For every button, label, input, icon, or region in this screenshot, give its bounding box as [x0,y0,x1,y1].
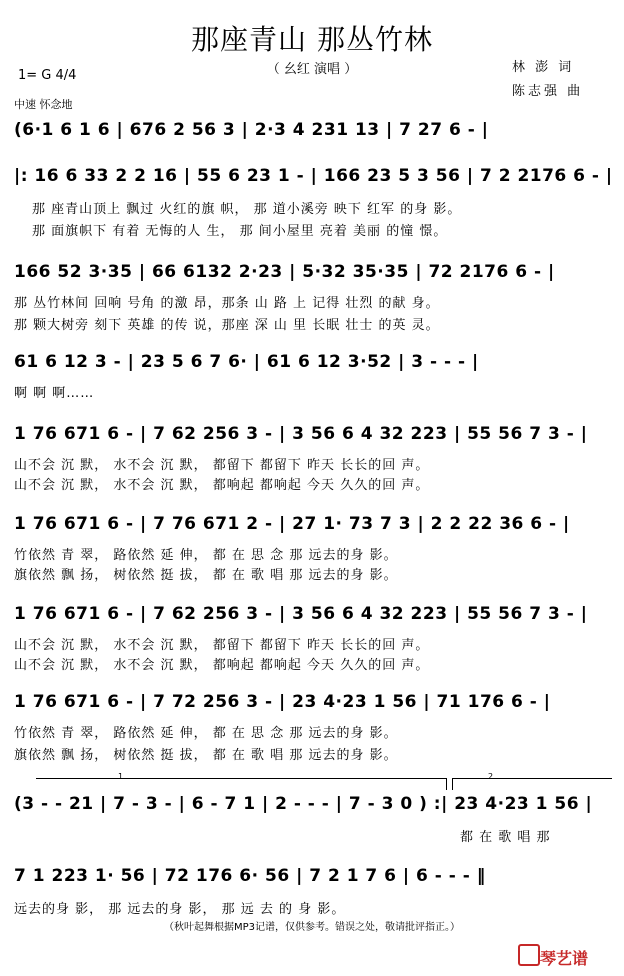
lyric-line-3b: 那 颗大树旁 刻下 英雄 的传 说，那座 深 山 里 长眠 壮士 的英 灵。 [14,318,440,333]
lyric-line-6b: 旗依然 飘 扬， 树依然 挺 拔， 都 在 歌 唱 那 远去的身 影。 [14,568,398,583]
notation-line-6: 1 76 671 6 - | 7 76 671 2 - | 27 1· 73 7 3 | 2 2 22 36 6 - | [14,514,570,534]
footnote: （秋叶起舞根据MP3记谱，仅供参考。错误之处，敬请批评指正。） [163,922,461,933]
logo-icon [518,944,540,966]
lyric-line-4: 啊 啊 啊…… [14,386,95,401]
lyric-line-7a: 山不会 沉 默， 水不会 沉 默， 都留下 都留下 昨天 长长的回 声。 [14,638,430,653]
composer-credit: 陈志强 曲 [512,84,584,99]
lyric-line-8b: 旗依然 飘 扬， 树依然 挺 拔， 都 在 歌 唱 那 远去的身 影。 [14,748,398,763]
notation-line-8: 1 76 671 6 - | 7 72 256 3 - | 23 4·23 1 56 | 71 176 6 - | [14,692,551,712]
lyric-line-5b: 山不会 沉 默， 水不会 沉 默， 都响起 都响起 今天 久久的回 声。 [14,478,430,493]
lyric-line-2a: 那 座青山顶上 飘过 火红的旗 帜， 那 道小溪旁 映下 红军 的身 影。 [32,202,462,217]
lyric-line-5a: 山不会 沉 默， 水不会 沉 默， 都留下 都留下 昨天 长长的回 声。 [14,458,430,473]
tempo-marking: 中速 怀念地 [14,98,73,111]
volta-bracket-1 [36,778,446,779]
notation-line-3: 166 52 3·35 | 66 6132 2·23 | 5·32 35·35 | 72 2176 6 - | [14,262,555,282]
notation-line-9: (3 - - 21 | 7 - 3 - | 6 - 7 1 | 2 - - - | 7 - 3 0 ) :| 23 4·23 1 56 | [14,794,593,814]
notation-line-2: |: 16 6 33 2 2 16 | 55 6 23 1 - | 166 23 5 3 56 | 7 2 2176 6 - | [14,166,613,186]
notation-line-5: 1 76 671 6 - | 7 62 256 3 - | 3 56 6 4 32 223 | 55 56 7 3 - | [14,424,588,444]
lyric-line-2b: 那 面旗帜下 有着 无悔的人 生， 那 间小屋里 亮着 美丽 的憧 憬。 [32,224,448,239]
notation-line-4: 61 6 12 3 - | 23 5 6 7 6· | 61 6 12 3·52 | 3 - - - | [14,352,479,372]
notation-line-10: 7 1 223 1· 56 | 72 176 6· 56 | 7 2 1 7 6 | 6 - - - ‖ [14,866,486,886]
performer-line: （ 幺红 演唱 ） [266,62,358,77]
page-title: 那座青山 那丛竹林 [191,23,433,56]
lyric-line-10: 远去的身 影， 那 远去的身 影， 那 远 去 的 身 影。 [14,902,346,917]
lyric-line-9: 都 在 歌 唱 那 [460,830,551,845]
lyric-line-8a: 竹依然 青 翠， 路依然 延 伸， 都 在 思 念 那 远去的身 影。 [14,726,398,741]
site-logo: 琴艺谱 [540,949,589,968]
volta-bracket-2 [452,778,612,779]
volta-label-2: 2 [488,772,494,781]
notation-line-1: (6·1 6 1 6 | 676 2 56 3 | 2·3 4 231 13 | 7 27 6 - | [14,120,489,140]
lyricist-credit: 林 澎 词 [512,60,575,75]
notation-line-7: 1 76 671 6 - | 7 62 256 3 - | 3 56 6 4 32 223 | 55 56 7 3 - | [14,604,588,624]
volta-label-1: 1 [118,772,124,781]
key-signature: 1= G 4/4 [18,68,77,83]
volta-bracket-1-tick [446,778,447,790]
lyric-line-6a: 竹依然 青 翠， 路依然 延 伸， 都 在 思 念 那 远去的身 影。 [14,548,398,563]
lyric-line-3a: 那 丛竹林间 回响 号角 的激 昂，那条 山 路 上 记得 壮烈 的献 身。 [14,296,440,311]
lyric-line-7b: 山不会 沉 默， 水不会 沉 默， 都响起 都响起 今天 久久的回 声。 [14,658,430,673]
volta-bracket-2-tick [452,778,453,790]
